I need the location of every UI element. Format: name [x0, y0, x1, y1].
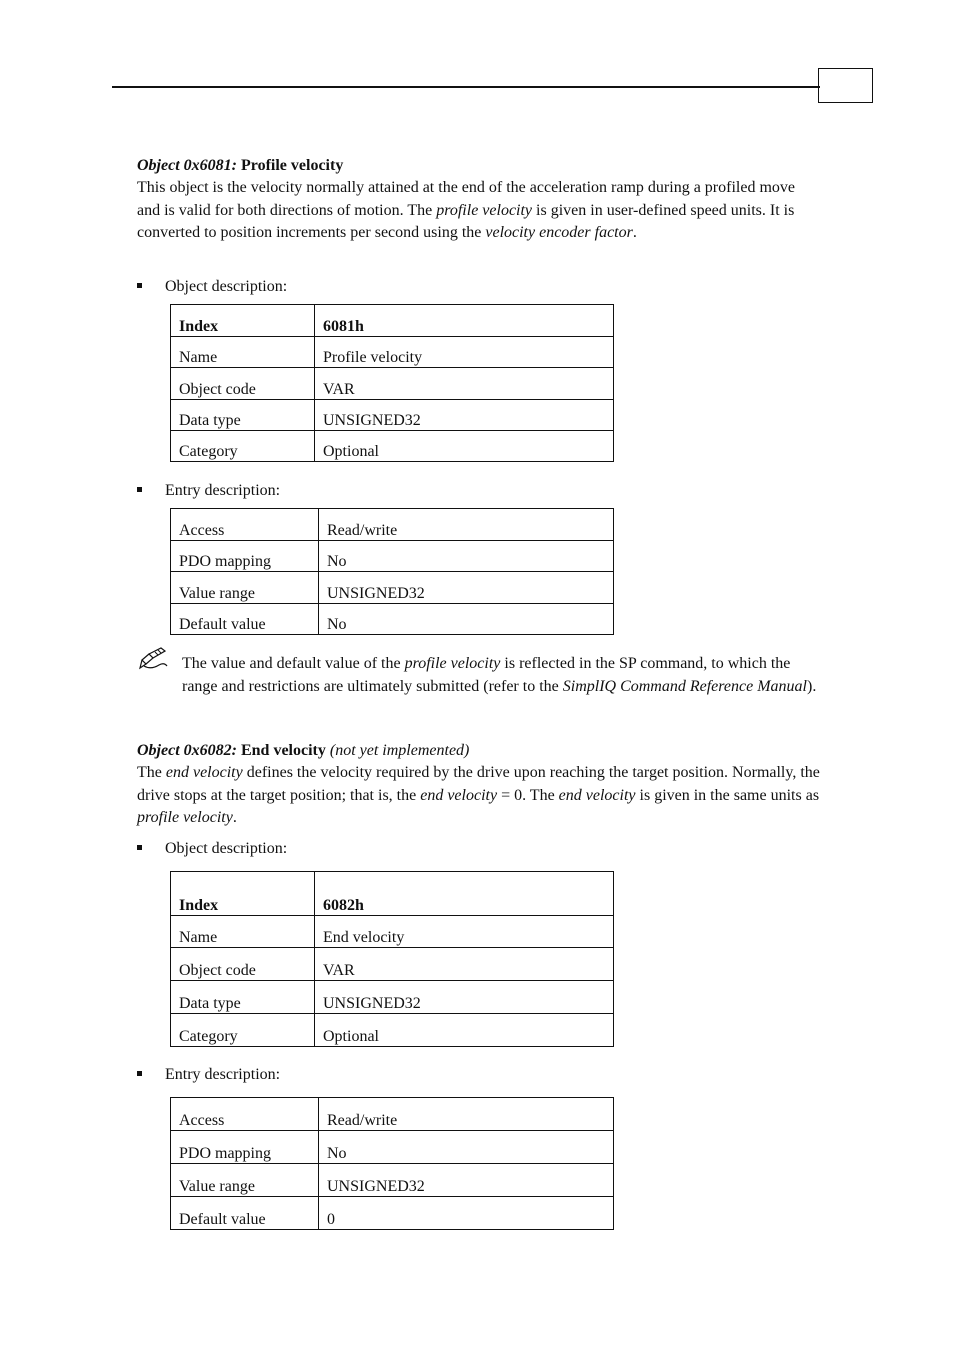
table-row: Data type UNSIGNED32 [171, 400, 614, 431]
table-row: Data type UNSIGNED32 [171, 981, 614, 1014]
table-row: Category Optional [171, 431, 614, 462]
entry-table-6081 [170, 508, 614, 635]
table-row: Default value No [171, 604, 614, 635]
bullet-square-icon [137, 1071, 142, 1076]
bullet-object-description: Object description: [137, 840, 287, 858]
table-row: Index 6081h [171, 305, 614, 337]
table-row: Value range UNSIGNED32 [171, 1164, 614, 1197]
table-row: Category Optional [171, 1014, 614, 1047]
bullet-entry-description: Entry description: [137, 482, 280, 500]
table-row: Access Read/write [171, 509, 614, 541]
table-row: Name End velocity [171, 916, 614, 948]
bullet-square-icon [137, 283, 142, 288]
table-row: Name Profile velocity [171, 337, 614, 368]
table-row: Default value 0 [171, 1197, 614, 1230]
object-table-6081 [170, 304, 614, 462]
page-number-box [818, 68, 873, 103]
pencil-note-icon [139, 646, 169, 672]
section-paragraph-6081: This object is the velocity normally attained at the end of the acceleration ramp during a profiled move and is valid for both directions of motion. The profile velocity is given in user-defined speed units. It is converted to position increments per second using the velocity encoder factor. [137, 179, 795, 242]
table-row: Object code VAR [171, 368, 614, 400]
object-title: Profile velocity [240, 157, 344, 174]
object-title: End velocity [240, 742, 326, 759]
section-heading-6081 [137, 155, 822, 178]
bullet-square-icon [137, 487, 142, 492]
bullet-object-description: Object description: [137, 278, 287, 296]
table-row: Object code VAR [171, 948, 614, 981]
table-row: PDO mapping No [171, 1131, 614, 1164]
table-row: Value range UNSIGNED32 [171, 572, 614, 604]
note-text: The value and default value of the profile velocity is reflected in the SP command, to which the range and restrictions are ultimately submitted (refer to the SimplIQ Command Reference Manual). [182, 655, 817, 695]
object-id: Object 0x6082: [137, 742, 237, 759]
object-id: Object 0x6081: [137, 157, 237, 174]
section-heading-6082 [137, 740, 822, 763]
section-paragraph-6082: The end velocity defines the velocity required by the drive upon reaching the target position. Normally, the drive stops at the target position; that is, the end velocity = 0. The end velocity is given in the same units as profile velocity. [137, 764, 820, 827]
bullet-entry-description: Entry description: [137, 1066, 280, 1084]
object-table-6082 [170, 871, 614, 1047]
table-row: Index 6082h [171, 872, 614, 916]
table-row: PDO mapping No [171, 541, 614, 572]
entry-table-6082 [170, 1097, 614, 1230]
header-rule [112, 86, 820, 88]
object-status-note: (not yet implemented) [329, 742, 470, 759]
bullet-square-icon [137, 845, 142, 850]
table-row: Access Read/write [171, 1098, 614, 1131]
